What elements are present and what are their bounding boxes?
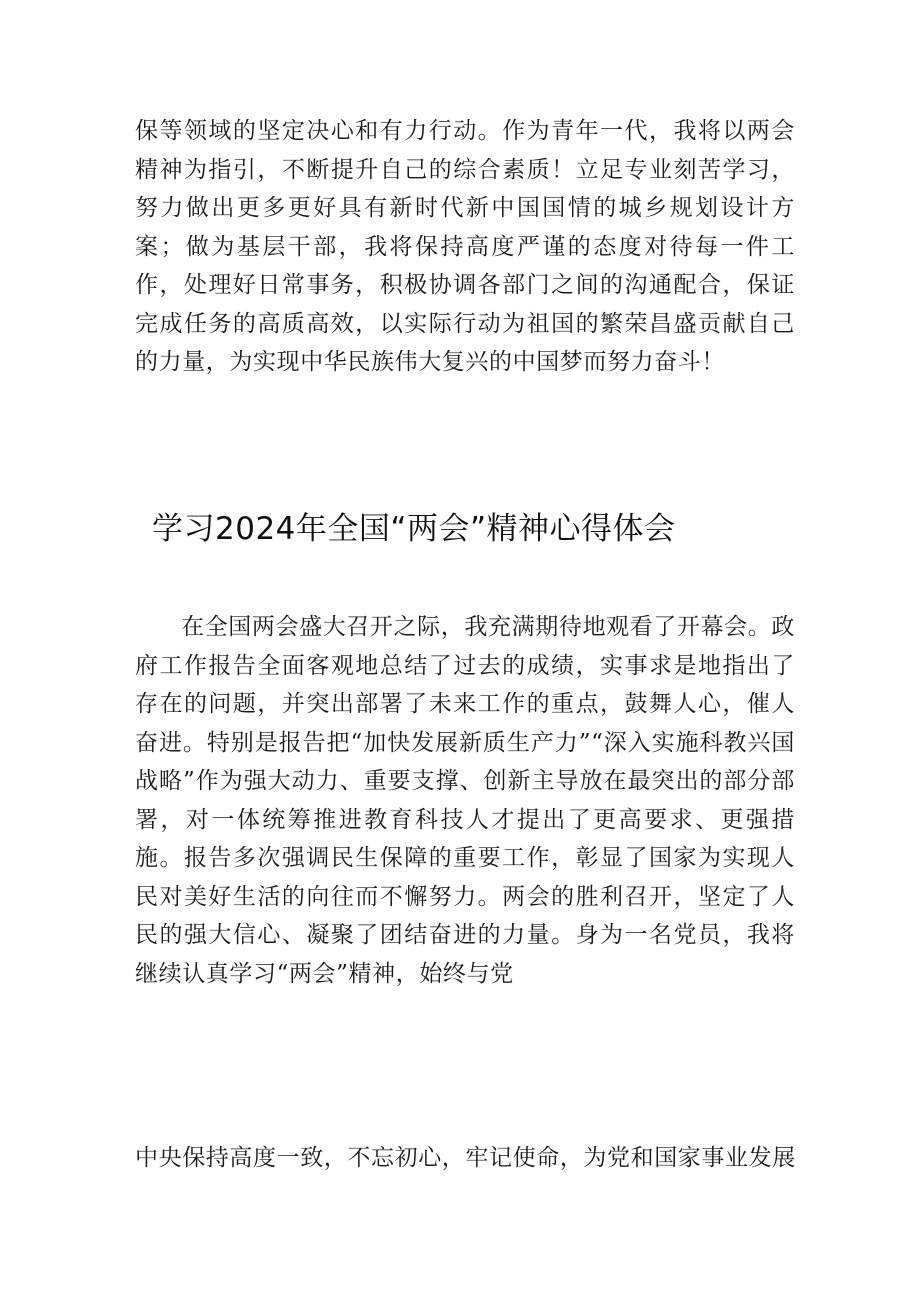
body-paragraph: 在全国两会盛大召开之际，我充满期待地观看了开幕会。政府工作报告全面客观地总结了过去的成绩，实事求是地指出了存在的问题，并突出部署了未来工作的重点，鼓舞人心，催人奋进。特别是报告把“加快发展新质生产力”“深入实施科教兴国战略”作为强大动力、重要支撑、创新主导放在最突出的部分部署，对一体统筹推进教育科技人才提出了更高要求、更强措施。报告多次强调民生保障的重要工作，彰显了国家为实现人民对美好生活的向往而不懈努力。两会的胜利召开，坚定了人民的强大信心、凝聚了团结奋进的力量。身为一名党员，我将继续认真学习“两会”精神，始终与党 [135,614,795,987]
continued-paragraph: 保等领域的坚定决心和有力行动。作为青年一代，我将以两会精神为指引，不断提升自己的综合素质！立足专业刻苦学习，努力做出更多更好具有新时代新中国国情的城乡规划设计方案；做为基层干部，我将保持高度严谨的态度对待每一件工作，处理好日常事务，积极协调各部门之间的沟通配合，保证完成任务的高质高效，以实际行动为祖国的繁荣昌盛贡献自己的力量，为实现中华民族伟大复兴的中国梦而努力奋斗！ [135,118,795,375]
article-title: 学习2024年全国“两会”精神心得体会 [152,511,676,547]
next-page-fragment: 中央保持高度一致，不忘初心，牢记使命，为党和国家事业发展 [135,1145,796,1171]
